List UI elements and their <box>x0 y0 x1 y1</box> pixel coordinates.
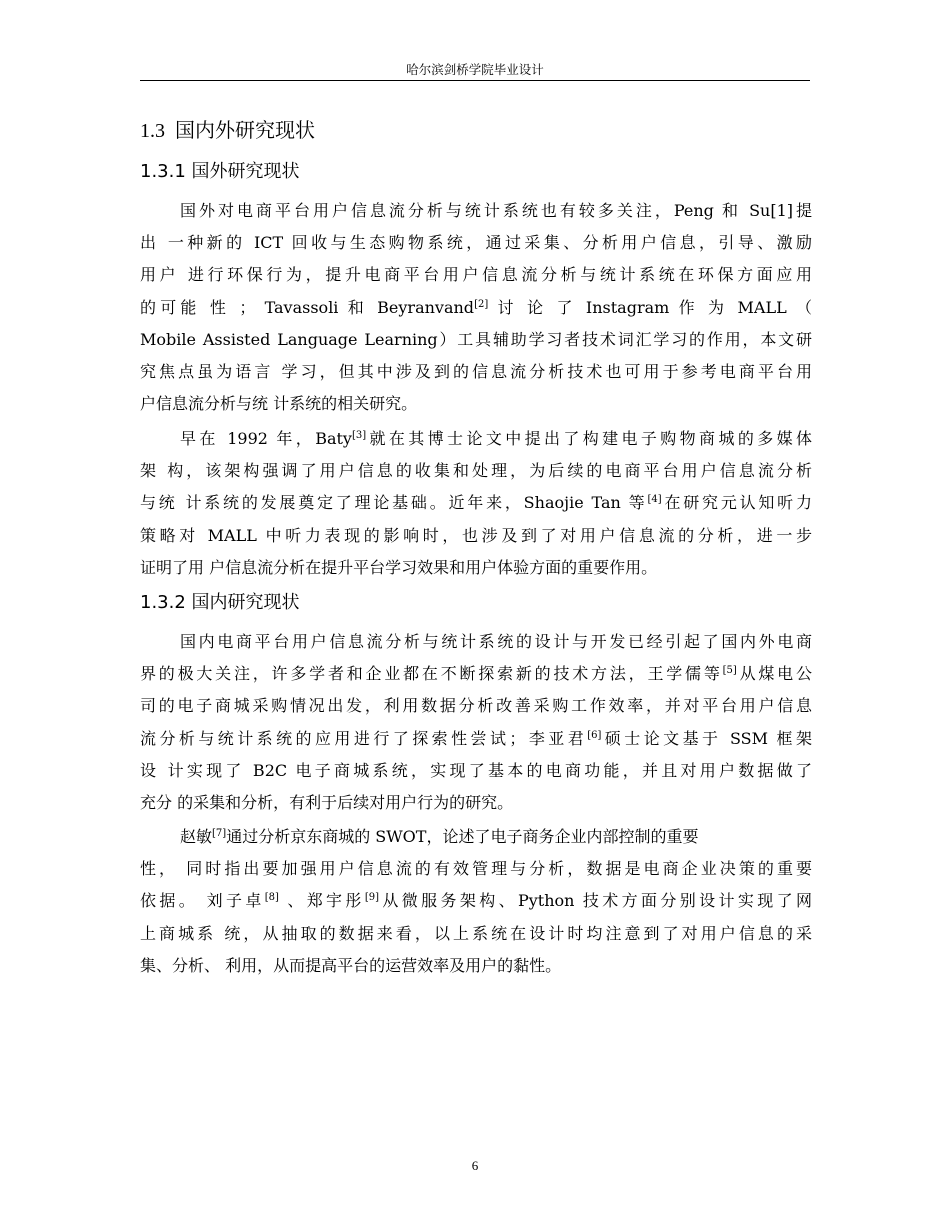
paragraph-domestic-2 <box>140 821 812 982</box>
text-line <box>140 821 812 853</box>
text-span: 赵敏 <box>180 827 213 846</box>
section-number: 1.3 <box>140 120 165 142</box>
text-span: 早在 1992 年，Baty <box>180 429 352 448</box>
subsection-heading-foreign: 1.3.1 国外研究现状 <box>140 161 300 182</box>
text-line: 国外对电商平台用户信息流分析与统计系统也有较多关注，Peng 和 Su[1]提 <box>180 201 812 220</box>
text-line: 架 构，该架构强调了用户信息的收集和处理，为后续的电商平台用户信息流分析 <box>140 461 812 481</box>
citation-ref: [2] <box>474 298 489 310</box>
text-span: 、郑宇彤 <box>278 891 365 911</box>
text-line: 用户 进行环保行为，提升电商平台用户信息流分析与统计系统在环保方面应用 <box>140 265 812 285</box>
text-span: 通过分析京东商城的 SWOT，论述了电子商务企业内部控制的重要 <box>226 827 699 846</box>
text-line: 证明了用 户信息流分析在提升平台学习效果和用户体验方面的重要作用。 <box>140 557 658 577</box>
citation-ref: [9] <box>364 892 379 904</box>
citation-ref: [5] <box>722 665 737 677</box>
text-line <box>140 423 812 455</box>
text-line: 集、分析、 利用，从而提高平台的运营效率及用户的黏性。 <box>140 955 562 975</box>
text-span: 在研究元认知听力 <box>661 493 812 513</box>
paragraph-domestic-1 <box>140 626 812 819</box>
text-line: 策略对 MALL 中听力表现的影响时，也涉及到了对用户信息流的分析，进一步 <box>140 525 812 545</box>
citation-ref: [6] <box>587 729 602 741</box>
citation-ref: [4] <box>647 494 662 506</box>
text-line <box>140 885 812 917</box>
text-line: Mobile Assisted Language Learning）工具辅助学习者技术词汇学习的作用，本文研 <box>140 329 812 349</box>
text-line: 户信息流分析与统 计系统的相关研究。 <box>140 394 418 414</box>
text-line: 上商城系 统，从抽取的数据来看，以上系统在设计时均注意到了对用户信息的采 <box>140 923 812 943</box>
page-number: 6 <box>471 1158 479 1173</box>
text-line: 充分 的采集和分析，有利于后续对用户行为的研究。 <box>140 792 514 812</box>
section-title: 国内外研究现状 <box>175 118 315 142</box>
text-span: 从微服务架构、Python 技术方面分别设计实现了网 <box>378 891 812 911</box>
text-span: 流分析与统计系统的应用进行了探索性尝试；李亚君 <box>140 728 588 748</box>
text-span: 与统 计系统的发展奠定了理论基础。近年来，Shaojie Tan 等 <box>140 493 648 513</box>
citation-ref: [8] <box>264 892 279 904</box>
text-span: 的可能 性 ； Tavassoli 和 Beyranvand <box>140 297 475 317</box>
text-line <box>140 292 812 324</box>
text-line: 性， 同时指出要加强用户信息流的有效管理与分析，数据是电商企业决策的重要 <box>140 859 812 879</box>
text-line: 出 一种新的 ICT 回收与生态购物系统，通过采集、分析用户信息，引导、激励 <box>140 233 812 253</box>
text-line <box>140 487 812 519</box>
text-line: 究焦点虽为语言 学习，但其中涉及到的信息流分析技术也可用于参考电商平台用 <box>140 361 812 381</box>
paragraph-foreign-2 <box>140 423 812 584</box>
text-line: 设 计实现了 B2C 电子商城系统，实现了基本的电商功能，并且对用户数据做了 <box>140 760 812 780</box>
text-span: 就在其博士论文中提出了构建电子购物商城的多媒体 <box>366 429 812 448</box>
text-line: 司的电子商城采购情况出发，利用数据分析改善采购工作效率，并对平台用户信息 <box>140 696 812 716</box>
text-span: 依据。 刘子卓 <box>140 891 265 911</box>
subsection-heading-domestic: 1.3.2 国内研究现状 <box>140 592 300 613</box>
page-header <box>140 61 810 81</box>
paragraph-foreign-1 <box>140 195 812 420</box>
header-title: 哈尔滨剑桥学院毕业设计 <box>406 62 544 77</box>
text-span: 界的极大关注，许多学者和企业都在不断探索新的技术方法，王学儒等 <box>140 664 723 684</box>
section-heading <box>140 116 315 145</box>
text-line: 国内电商平台用户信息流分析与统计系统的设计与开发已经引起了国内外电商 <box>180 632 812 651</box>
text-span: 从煤电公 <box>736 664 812 684</box>
text-line <box>140 723 812 755</box>
citation-ref: [7] <box>212 828 227 839</box>
citation-ref: [3] <box>351 430 367 441</box>
text-span: 讨 论 了 Instagram 作 为 MALL （ <box>488 297 812 317</box>
text-line <box>140 658 812 690</box>
text-span: 硕士论文基于 SSM 框架 <box>601 728 812 748</box>
